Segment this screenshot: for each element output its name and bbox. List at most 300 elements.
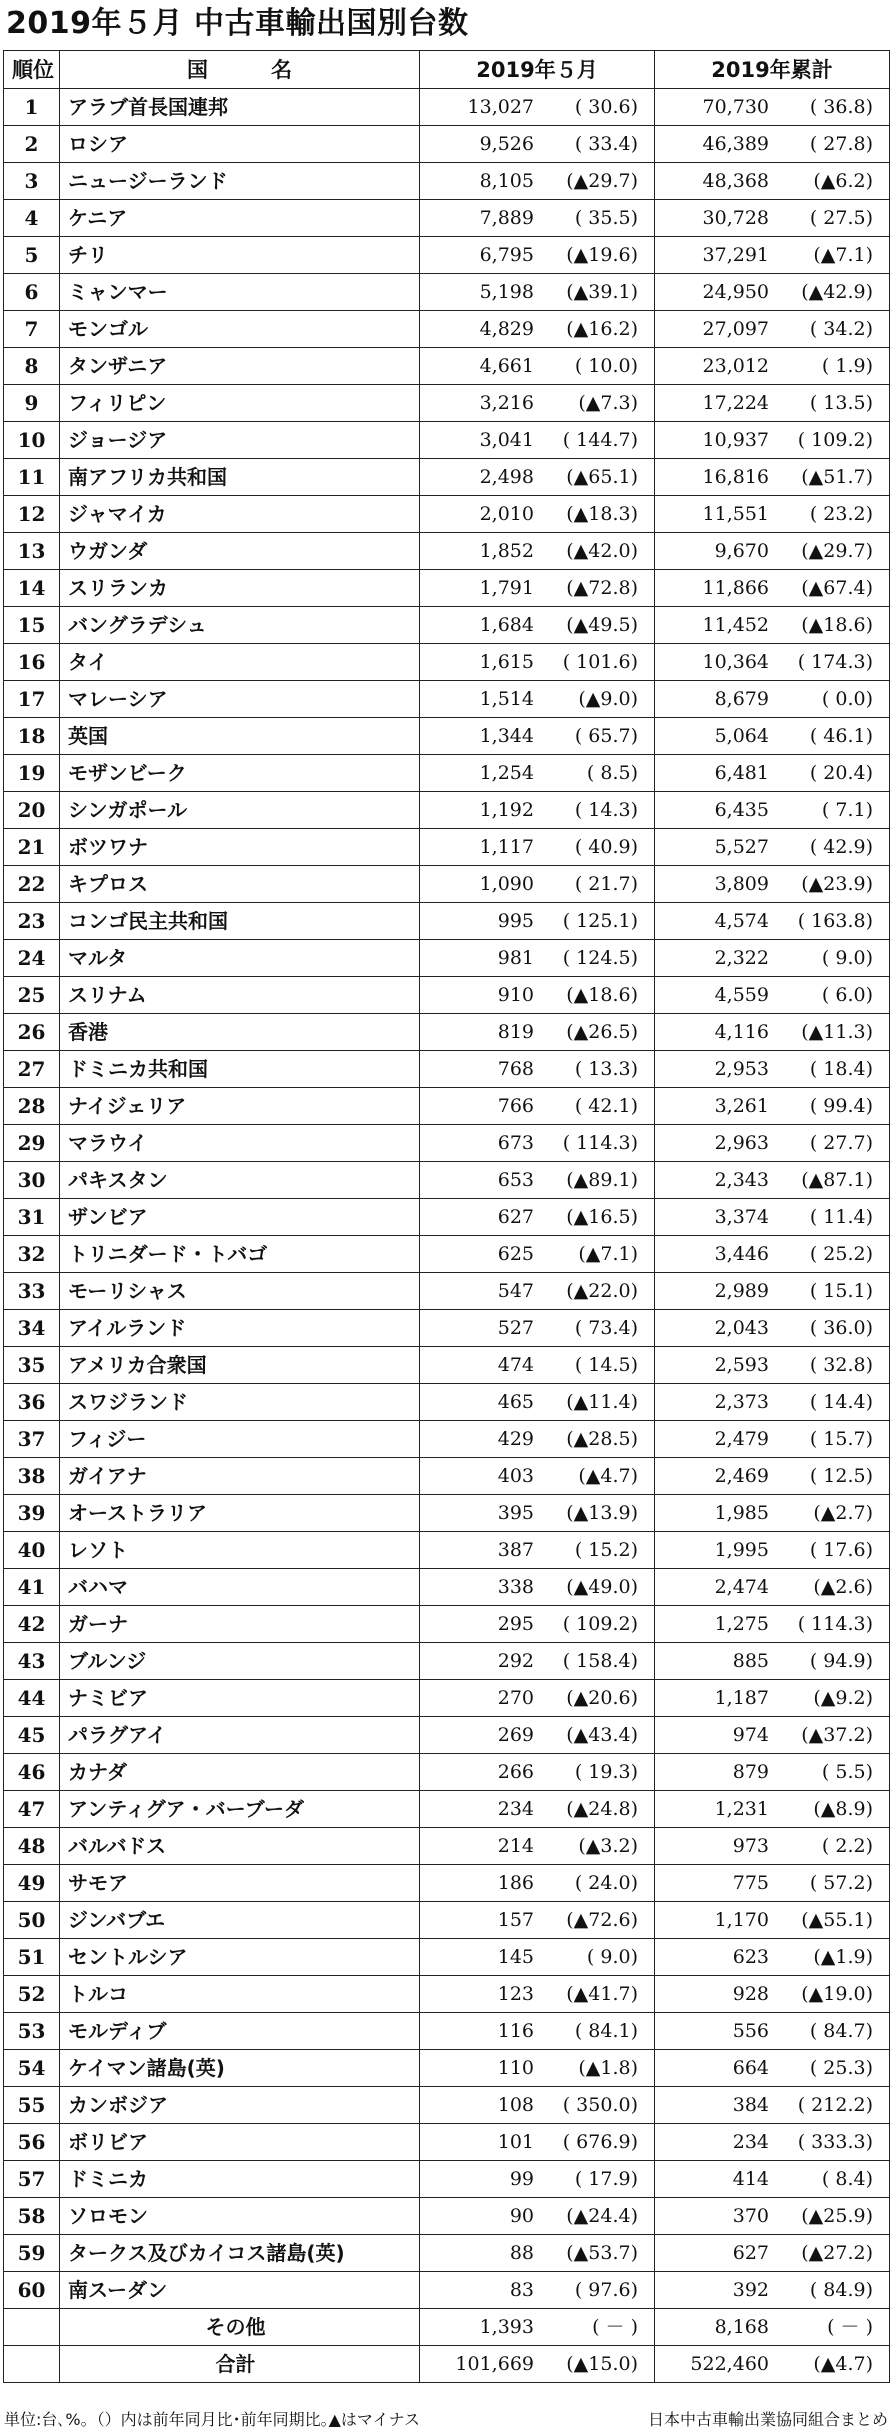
rank-cell: 13 (4, 533, 60, 570)
rank-cell: 46 (4, 1754, 60, 1791)
cumulative-cell (655, 2087, 890, 2124)
cumulative-cell (655, 2198, 890, 2235)
cumulative-units: 2,963 (714, 1132, 769, 1154)
rank-cell: 11 (4, 459, 60, 496)
month-cell (420, 681, 655, 718)
month-units: 1,344 (479, 725, 534, 747)
month-change: ( 109.2) (562, 1613, 638, 1635)
country-cell: ニュージーランド (60, 163, 420, 200)
export-table (3, 50, 890, 2383)
month-change: ( 9.0) (586, 1946, 638, 1968)
country-cell: ボツワナ (60, 829, 420, 866)
rank-cell (4, 2309, 60, 2346)
country-cell: レソト (60, 1532, 420, 1569)
cumulative-change: (▲18.6) (801, 614, 873, 636)
cumulative-cell (655, 200, 890, 237)
month-cell (420, 1532, 655, 1569)
month-change: (▲41.7) (566, 1983, 638, 2005)
table-row (4, 348, 890, 385)
rank-cell: 32 (4, 1236, 60, 1273)
rank-cell: 50 (4, 1902, 60, 1939)
cumulative-cell (655, 1606, 890, 1643)
month-change: (▲15.0) (566, 2353, 638, 2375)
cumulative-change: (▲67.4) (801, 577, 873, 599)
month-change: ( 73.4) (574, 1317, 638, 1339)
month-change: ( 65.7) (574, 725, 638, 747)
month-cell (420, 2013, 655, 2050)
month-cell (420, 1458, 655, 1495)
table-row (4, 126, 890, 163)
country-cell: ジャマイカ (60, 496, 420, 533)
country-cell: バングラデシュ (60, 607, 420, 644)
cumulative-change: (▲51.7) (801, 466, 873, 488)
country-cell: ジョージア (60, 422, 420, 459)
country-cell: 合計 (60, 2346, 420, 2383)
rank-cell: 37 (4, 1421, 60, 1458)
month-change: ( 10.0) (574, 355, 638, 377)
cumulative-units: 4,116 (714, 1021, 769, 1043)
month-cell (420, 274, 655, 311)
month-cell (420, 1791, 655, 1828)
cumulative-units: 2,373 (714, 1391, 769, 1413)
table-row (4, 496, 890, 533)
month-cell (420, 1384, 655, 1421)
rank-cell: 33 (4, 1273, 60, 1310)
cumulative-cell (655, 163, 890, 200)
cumulative-cell (655, 607, 890, 644)
country-cell: ドミニカ (60, 2161, 420, 2198)
cumulative-units: 1,275 (714, 1613, 769, 1635)
cumulative-cell (655, 126, 890, 163)
country-cell: ケニア (60, 200, 420, 237)
table-row (4, 1384, 890, 1421)
month-change: ( 144.7) (562, 429, 638, 451)
cumulative-change: (▲29.7) (801, 540, 873, 562)
cumulative-cell (655, 1125, 890, 1162)
month-cell (420, 977, 655, 1014)
month-units: 9,526 (479, 133, 534, 155)
cumulative-cell (655, 274, 890, 311)
cumulative-units: 1,187 (714, 1687, 769, 1709)
cumulative-change: ( 18.4) (809, 1058, 873, 1080)
table-row (4, 1828, 890, 1865)
month-units: 110 (497, 2057, 534, 2079)
month-change: (▲11.4) (566, 1391, 638, 1413)
cumulative-units: 3,261 (714, 1095, 769, 1117)
rank-cell: 5 (4, 237, 60, 274)
month-cell (420, 163, 655, 200)
country-cell: マルタ (60, 940, 420, 977)
cumulative-cell (655, 2050, 890, 2087)
month-change: ( 125.1) (562, 910, 638, 932)
cumulative-cell (655, 2161, 890, 2198)
month-change: (▲49.0) (566, 1576, 638, 1598)
country-cell: ガイアナ (60, 1458, 420, 1495)
month-change: (▲42.0) (566, 540, 638, 562)
cumulative-cell (655, 1199, 890, 1236)
month-units: 1,254 (479, 762, 534, 784)
rank-cell: 51 (4, 1939, 60, 1976)
table-row (4, 1421, 890, 1458)
cumulative-change: ( 15.7) (809, 1428, 873, 1450)
country-cell: ロシア (60, 126, 420, 163)
month-units: 5,198 (479, 281, 534, 303)
cumulative-change: ( 1.9) (821, 355, 873, 377)
cumulative-cell (655, 1717, 890, 1754)
country-cell: ソロモン (60, 2198, 420, 2235)
table-row (4, 977, 890, 1014)
month-cell (420, 1717, 655, 1754)
table-row (4, 1199, 890, 1236)
month-units: 295 (497, 1613, 534, 1635)
cumulative-units: 17,224 (702, 392, 769, 414)
cumulative-change: ( 5.5) (821, 1761, 873, 1783)
month-change: (▲7.3) (578, 392, 638, 414)
cumulative-cell (655, 496, 890, 533)
cumulative-units: 370 (732, 2205, 769, 2227)
month-change: (▲43.4) (566, 1724, 638, 1746)
country-cell: トリニダード・トバゴ (60, 1236, 420, 1273)
rank-cell: 20 (4, 792, 60, 829)
month-cell (420, 1865, 655, 1902)
month-cell (420, 1088, 655, 1125)
cumulative-units: 27,097 (702, 318, 769, 340)
month-cell (420, 829, 655, 866)
table-row (4, 1680, 890, 1717)
month-cell (420, 1939, 655, 1976)
table-row (4, 163, 890, 200)
cumulative-change: ( 9.0) (821, 947, 873, 969)
month-cell (420, 311, 655, 348)
month-cell (420, 2161, 655, 2198)
month-cell (420, 200, 655, 237)
month-cell (420, 1643, 655, 1680)
month-change: (▲28.5) (566, 1428, 638, 1450)
table-row (4, 311, 890, 348)
cumulative-cell (655, 1865, 890, 1902)
rank-cell: 17 (4, 681, 60, 718)
month-units: 625 (497, 1243, 534, 1265)
cumulative-units: 414 (732, 2168, 769, 2190)
month-change: ( 13.3) (574, 1058, 638, 1080)
month-change: (▲3.2) (578, 1835, 638, 1857)
rank-cell: 40 (4, 1532, 60, 1569)
cumulative-units: 11,452 (702, 614, 769, 636)
month-change: (▲22.0) (566, 1280, 638, 1302)
rank-cell: 34 (4, 1310, 60, 1347)
month-change: (▲26.5) (566, 1021, 638, 1043)
country-cell: カナダ (60, 1754, 420, 1791)
table-row (4, 2087, 890, 2124)
cumulative-cell (655, 2124, 890, 2161)
month-change: (▲18.3) (566, 503, 638, 525)
rank-cell: 16 (4, 644, 60, 681)
cumulative-units: 885 (732, 1650, 769, 1672)
month-cell (420, 2050, 655, 2087)
month-units: 429 (497, 1428, 534, 1450)
table-row (4, 866, 890, 903)
month-cell (420, 1236, 655, 1273)
cumulative-units: 30,728 (702, 207, 769, 229)
cumulative-change: ( 27.5) (809, 207, 873, 229)
cumulative-change: (▲4.7) (813, 2353, 873, 2375)
cumulative-cell (655, 644, 890, 681)
header-row (4, 51, 890, 89)
month-change: (▲53.7) (566, 2242, 638, 2264)
month-change: ( 35.5) (574, 207, 638, 229)
cumulative-cell (655, 1273, 890, 1310)
cumulative-cell (655, 1643, 890, 1680)
country-cell: ドミニカ共和国 (60, 1051, 420, 1088)
month-cell (420, 1125, 655, 1162)
cumulative-units: 775 (732, 1872, 769, 1894)
month-units: 1,090 (479, 873, 534, 895)
cumulative-cell (655, 1347, 890, 1384)
month-cell (420, 1347, 655, 1384)
month-units: 910 (497, 984, 534, 1006)
month-units: 90 (509, 2205, 534, 2227)
header-cumulative: 2019年累計 (655, 51, 890, 89)
country-cell: ナイジェリア (60, 1088, 420, 1125)
month-cell (420, 718, 655, 755)
month-units: 2,498 (479, 466, 534, 488)
cumulative-units: 2,343 (714, 1169, 769, 1191)
cumulative-change: ( 27.7) (809, 1132, 873, 1154)
month-units: 465 (497, 1391, 534, 1413)
month-change: ( 19.3) (574, 1761, 638, 1783)
month-units: 527 (497, 1317, 534, 1339)
cumulative-units: 37,291 (702, 244, 769, 266)
month-units: 101 (497, 2131, 534, 2153)
cumulative-change: ( 7.1) (821, 799, 873, 821)
country-cell: ブルンジ (60, 1643, 420, 1680)
cumulative-cell (655, 1754, 890, 1791)
cumulative-units: 23,012 (702, 355, 769, 377)
cumulative-units: 6,435 (714, 799, 769, 821)
month-cell (420, 1014, 655, 1051)
month-units: 234 (497, 1798, 534, 1820)
cumulative-units: 4,574 (714, 910, 769, 932)
month-change: (▲16.2) (566, 318, 638, 340)
table-row (4, 1865, 890, 1902)
cumulative-change: (▲23.9) (801, 873, 873, 895)
cumulative-cell (655, 903, 890, 940)
month-change: (▲1.8) (578, 2057, 638, 2079)
month-units: 145 (497, 1946, 534, 1968)
cumulative-cell (655, 311, 890, 348)
cumulative-cell (655, 1791, 890, 1828)
rank-cell: 2 (4, 126, 60, 163)
month-cell (420, 1199, 655, 1236)
month-units: 981 (497, 947, 534, 969)
month-cell (420, 126, 655, 163)
rank-cell: 31 (4, 1199, 60, 1236)
cumulative-units: 973 (732, 1835, 769, 1857)
cumulative-change: (▲25.9) (801, 2205, 873, 2227)
country-cell: マラウイ (60, 1125, 420, 1162)
month-units: 116 (497, 2020, 534, 2042)
month-units: 819 (497, 1021, 534, 1043)
month-change: ( 676.9) (562, 2131, 638, 2153)
rank-cell: 41 (4, 1569, 60, 1606)
rank-cell: 21 (4, 829, 60, 866)
month-cell (420, 1902, 655, 1939)
month-cell (420, 866, 655, 903)
month-change: (▲18.6) (566, 984, 638, 1006)
month-change: (▲24.8) (566, 1798, 638, 1820)
month-change: ( 97.6) (574, 2279, 638, 2301)
cumulative-units: 974 (732, 1724, 769, 1746)
header-rank: 順位 (4, 51, 60, 89)
country-cell: サモア (60, 1865, 420, 1902)
month-change: (▲13.9) (566, 1502, 638, 1524)
month-units: 157 (497, 1909, 534, 1931)
month-units: 1,684 (479, 614, 534, 636)
table-row (4, 237, 890, 274)
rank-cell: 56 (4, 2124, 60, 2161)
table-row (4, 940, 890, 977)
footer-note: 単位:台､%｡（）内は前年同月比･前年同期比｡▲はマイナス (4, 2410, 420, 2429)
month-cell (420, 1421, 655, 1458)
cumulative-units: 2,479 (714, 1428, 769, 1450)
cumulative-cell (655, 2272, 890, 2309)
cumulative-cell (655, 792, 890, 829)
month-units: 13,027 (467, 96, 534, 118)
country-cell: ボリビア (60, 2124, 420, 2161)
summary-row (4, 2309, 890, 2346)
cumulative-change: ( 27.8) (809, 133, 873, 155)
rank-cell: 57 (4, 2161, 60, 2198)
rank-cell: 29 (4, 1125, 60, 1162)
cumulative-change: ( 114.3) (797, 1613, 873, 1635)
rank-cell: 18 (4, 718, 60, 755)
cumulative-change: (▲37.2) (801, 1724, 873, 1746)
month-cell (420, 755, 655, 792)
table-row (4, 1014, 890, 1051)
month-cell (420, 237, 655, 274)
cumulative-units: 1,995 (714, 1539, 769, 1561)
country-cell: 南スーダン (60, 2272, 420, 2309)
cumulative-units: 1,170 (714, 1909, 769, 1931)
month-units: 1,615 (479, 651, 534, 673)
cumulative-change: ( 13.5) (809, 392, 873, 414)
cumulative-change: ( 163.8) (797, 910, 873, 932)
table-row (4, 1532, 890, 1569)
month-units: 6,795 (479, 244, 534, 266)
month-change: ( 40.9) (574, 836, 638, 858)
table-row (4, 903, 890, 940)
table-title: 2019年５月 中古車輸出国別台数 (6, 6, 469, 41)
month-units: 4,661 (479, 355, 534, 377)
country-cell: オーストラリア (60, 1495, 420, 1532)
cumulative-change: (▲87.1) (801, 1169, 873, 1191)
cumulative-units: 10,937 (702, 429, 769, 451)
cumulative-cell (655, 1384, 890, 1421)
table-row (4, 1088, 890, 1125)
cumulative-change: ( 14.4) (809, 1391, 873, 1413)
month-units: 270 (497, 1687, 534, 1709)
month-cell (420, 2124, 655, 2161)
month-change: ( 8.5) (586, 762, 638, 784)
cumulative-cell (655, 1236, 890, 1273)
rank-cell: 12 (4, 496, 60, 533)
month-cell (420, 1495, 655, 1532)
cumulative-units: 2,469 (714, 1465, 769, 1487)
table-row (4, 459, 890, 496)
cumulative-cell (655, 1828, 890, 1865)
cumulative-cell (655, 2235, 890, 2272)
cumulative-units: 8,679 (714, 688, 769, 710)
rank-cell: 49 (4, 1865, 60, 1902)
month-units: 768 (497, 1058, 534, 1080)
cumulative-change: ( 2.2) (821, 1835, 873, 1857)
rank-cell: 25 (4, 977, 60, 1014)
rank-cell: 58 (4, 2198, 60, 2235)
cumulative-units: 10,364 (702, 651, 769, 673)
country-cell: タークス及びカイコス諸島(英) (60, 2235, 420, 2272)
cumulative-change: ( 17.6) (809, 1539, 873, 1561)
rank-cell: 52 (4, 1976, 60, 2013)
cumulative-units: 2,953 (714, 1058, 769, 1080)
cumulative-change: ( 99.4) (809, 1095, 873, 1117)
month-units: 7,889 (479, 207, 534, 229)
cumulative-units: 4,559 (714, 984, 769, 1006)
month-change: ( 14.3) (574, 799, 638, 821)
country-cell: 南アフリカ共和国 (60, 459, 420, 496)
month-cell (420, 903, 655, 940)
country-cell: スリランカ (60, 570, 420, 607)
rank-cell: 55 (4, 2087, 60, 2124)
month-units: 627 (497, 1206, 534, 1228)
cumulative-change: ( 212.2) (797, 2094, 873, 2116)
cumulative-units: 5,064 (714, 725, 769, 747)
month-cell (420, 1310, 655, 1347)
month-units: 88 (509, 2242, 534, 2264)
cumulative-change: (▲6.2) (813, 170, 873, 192)
cumulative-units: 46,389 (702, 133, 769, 155)
country-cell: モンゴル (60, 311, 420, 348)
month-change: (▲19.6) (566, 244, 638, 266)
cumulative-change: (▲1.9) (813, 1946, 873, 1968)
table-row (4, 2161, 890, 2198)
month-units: 99 (509, 2168, 534, 2190)
cumulative-units: 16,816 (702, 466, 769, 488)
cumulative-units: 2,043 (714, 1317, 769, 1339)
cumulative-units: 70,730 (702, 96, 769, 118)
cumulative-units: 664 (732, 2057, 769, 2079)
month-cell (420, 2087, 655, 2124)
month-change: ( 14.5) (574, 1354, 638, 1376)
cumulative-change: (▲2.6) (813, 1576, 873, 1598)
month-cell (420, 1162, 655, 1199)
country-cell: 香港 (60, 1014, 420, 1051)
rank-cell: 48 (4, 1828, 60, 1865)
rank-cell: 27 (4, 1051, 60, 1088)
table-row (4, 644, 890, 681)
cumulative-cell (655, 422, 890, 459)
month-units: 766 (497, 1095, 534, 1117)
month-units: 108 (497, 2094, 534, 2116)
month-change: (▲49.5) (566, 614, 638, 636)
cumulative-units: 627 (732, 2242, 769, 2264)
table-row (4, 2013, 890, 2050)
cumulative-units: 2,593 (714, 1354, 769, 1376)
table-row (4, 385, 890, 422)
summary-row (4, 2346, 890, 2383)
rank-cell: 44 (4, 1680, 60, 1717)
month-change: (▲72.8) (566, 577, 638, 599)
month-cell (420, 2235, 655, 2272)
